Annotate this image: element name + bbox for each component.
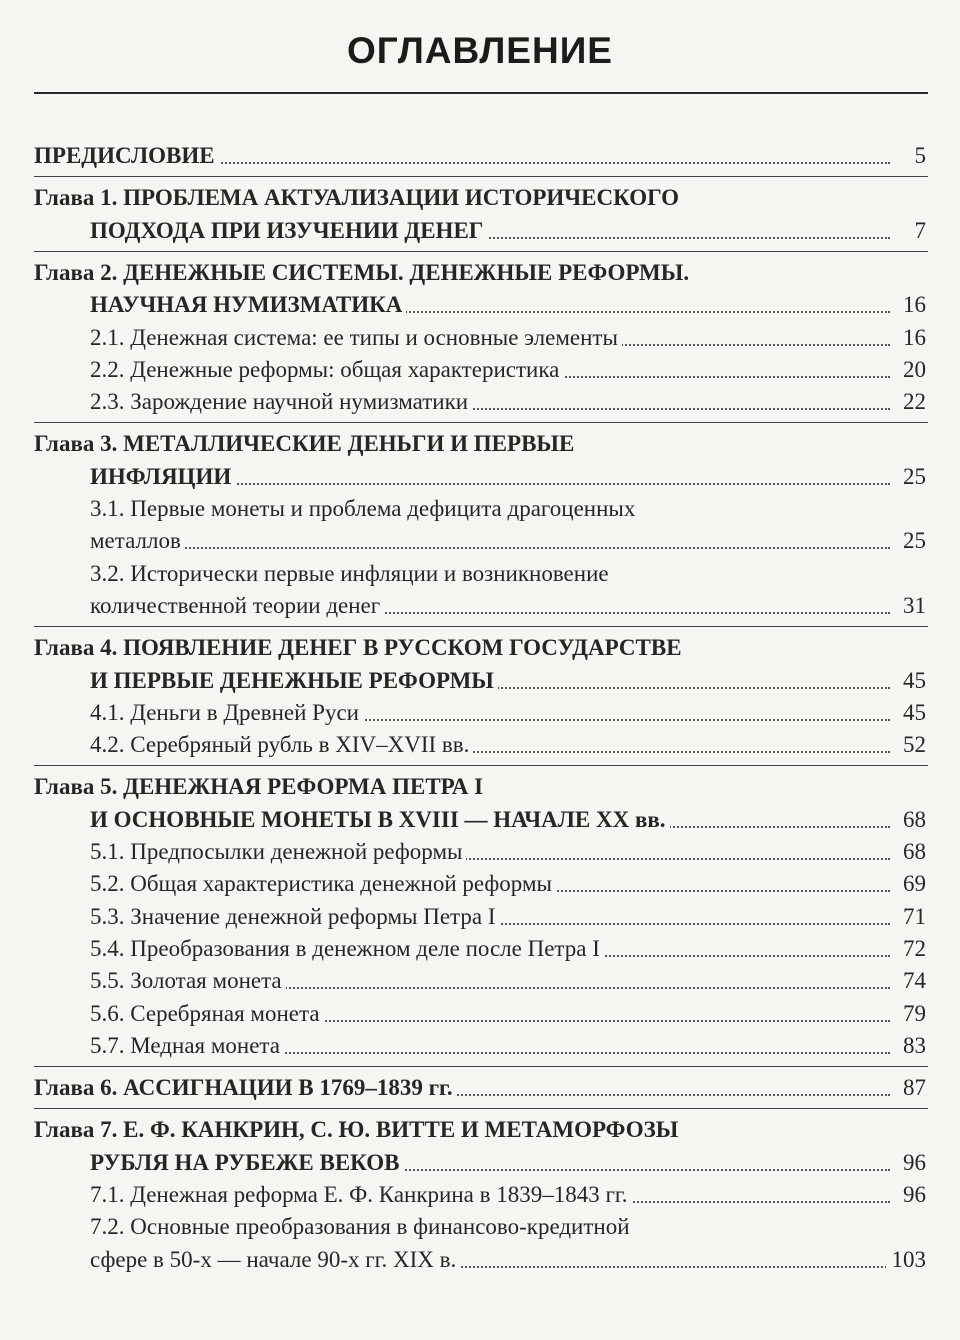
section-divider xyxy=(34,626,928,627)
page-number: 69 xyxy=(897,868,926,900)
page-number: 45 xyxy=(897,665,926,697)
section-title: 5.7. Медная монета xyxy=(90,1030,284,1062)
chapter-title: ПОДХОДА ПРИ ИЗУЧЕНИИ ДЕНЕГ xyxy=(90,215,487,247)
dot-leader xyxy=(110,547,890,549)
chapter-title: Глава 7. Е. Ф. КАНКРИН, С. Ю. ВИТТЕ И МЕТАМОРФОЗЫ xyxy=(34,1114,682,1146)
page-number: 25 xyxy=(897,461,926,493)
page-number: 74 xyxy=(897,965,926,997)
toc-section-line xyxy=(0,493,960,525)
section-divider xyxy=(34,176,928,177)
toc-section-line xyxy=(0,868,960,900)
page-number: 20 xyxy=(897,354,926,386)
section-divider xyxy=(34,765,928,766)
section-title: 2.3. Зарождение научной нумизматики xyxy=(90,386,472,418)
page-number: 16 xyxy=(897,322,926,354)
toc-chapter-line xyxy=(0,428,960,460)
section-title: 3.2. Исторически первые инфляции и возникновение xyxy=(90,558,613,590)
toc-section-line xyxy=(0,386,960,418)
chapter-title: Глава 4. ПОЯВЛЕНИЕ ДЕНЕГ В РУССКОМ ГОСУДАРСТВЕ xyxy=(34,632,686,664)
section-title: 7.2. Основные преобразования в финансово-кредитной xyxy=(90,1211,634,1243)
toc-chapter-line xyxy=(0,257,960,289)
toc-section-line xyxy=(0,525,960,557)
chapter-title: Глава 5. ДЕНЕЖНАЯ РЕФОРМА ПЕТРА I xyxy=(34,771,487,803)
section-divider xyxy=(34,251,928,252)
chapter-title: РУБЛЯ НА РУБЕЖЕ ВЕКОВ xyxy=(90,1147,404,1179)
section-title: сфере в 50-х — начале 90-х гг. XIX в. xyxy=(90,1244,460,1276)
section-title: металлов xyxy=(90,525,185,557)
toc-section-line xyxy=(0,697,960,729)
page-number: 16 xyxy=(897,289,926,321)
toc-section-line xyxy=(0,965,960,997)
chapter-title: И ОСНОВНЫЕ МОНЕТЫ В XVIII — НАЧАЛЕ XX вв. xyxy=(90,804,670,836)
section-divider xyxy=(34,422,928,423)
toc-section-line xyxy=(0,590,960,622)
page-number: 45 xyxy=(897,697,926,729)
toc-chapter-line xyxy=(0,632,960,664)
chapter-title: Глава 6. АССИГНАЦИИ В 1769–1839 гг. xyxy=(34,1072,457,1104)
chapter-title: НАУЧНАЯ НУМИЗМАТИКА xyxy=(90,289,406,321)
toc-chapter-line xyxy=(0,215,960,247)
section-title: 5.2. Общая характеристика денежной реформы xyxy=(90,868,556,900)
toc-chapter-line xyxy=(0,182,960,214)
page-number: 71 xyxy=(897,901,926,933)
toc-section-line xyxy=(0,836,960,868)
toc-section-line xyxy=(0,933,960,965)
section-title: 4.2. Серебряный рубль в XIV–XVII вв. xyxy=(90,729,473,761)
section-divider xyxy=(34,1066,928,1067)
toc-chapter-line xyxy=(0,1072,960,1104)
toc-section-line xyxy=(0,1211,960,1243)
chapter-title: Глава 3. МЕТАЛЛИЧЕСКИЕ ДЕНЬГИ И ПЕРВЫЕ xyxy=(34,428,578,460)
toc-chapter-line xyxy=(0,1114,960,1146)
toc-chapter-line xyxy=(0,1147,960,1179)
toc-section-line xyxy=(0,322,960,354)
toc-section-line xyxy=(0,1244,960,1276)
page-title: ОГЛАВЛЕНИЕ xyxy=(347,30,613,71)
toc-section-line xyxy=(0,1179,960,1211)
toc-chapter-line xyxy=(0,771,960,803)
toc-chapter-line xyxy=(0,461,960,493)
section-title: 5.3. Значение денежной реформы Петра I xyxy=(90,901,499,933)
page-number: 25 xyxy=(897,525,926,557)
toc-chapter-line xyxy=(0,140,960,172)
section-title: 5.1. Предпосылки денежной реформы xyxy=(90,836,466,868)
toc-section-line xyxy=(0,729,960,761)
chapter-title: ИНФЛЯЦИИ xyxy=(90,461,235,493)
toc-section-line xyxy=(0,558,960,590)
section-divider xyxy=(34,1108,928,1109)
page-number: 5 xyxy=(909,140,927,172)
page-number: 79 xyxy=(897,998,926,1030)
page-number: 87 xyxy=(897,1072,926,1104)
section-title: 5.4. Преобразования в денежном деле после Петра I xyxy=(90,933,604,965)
toc-section-line xyxy=(0,998,960,1030)
section-title: количественной теории денег xyxy=(90,590,384,622)
toc-section-line xyxy=(0,1030,960,1062)
section-title: 3.1. Первые монеты и проблема дефицита драгоценных xyxy=(90,493,639,525)
section-title: 5.5. Золотая монета xyxy=(90,965,286,997)
section-title: 2.1. Денежная система: ее типы и основные элементы xyxy=(90,322,622,354)
section-title: 5.6. Серебряная монета xyxy=(90,998,324,1030)
chapter-title: И ПЕРВЫЕ ДЕНЕЖНЫЕ РЕФОРМЫ xyxy=(90,665,498,697)
page-number: 68 xyxy=(897,804,926,836)
page-number: 72 xyxy=(897,933,926,965)
toc-chapter-line xyxy=(0,804,960,836)
chapter-title: Глава 1. ПРОБЛЕМА АКТУАЛИЗАЦИИ ИСТОРИЧЕСКОГО xyxy=(34,182,683,214)
title-divider xyxy=(34,92,928,94)
section-title: 7.1. Денежная реформа Е. Ф. Канкрина в 1839–1843 гг. xyxy=(90,1179,632,1211)
page-number: 22 xyxy=(897,386,926,418)
page-number: 83 xyxy=(897,1030,926,1062)
section-title: 4.1. Деньги в Древней Руси xyxy=(90,697,363,729)
page-number: 68 xyxy=(897,836,926,868)
page-number: 96 xyxy=(897,1179,926,1211)
toc-chapter-line xyxy=(0,665,960,697)
page-number: 31 xyxy=(897,590,926,622)
chapter-title: Глава 2. ДЕНЕЖНЫЕ СИСТЕМЫ. ДЕНЕЖНЫЕ РЕФОРМЫ. xyxy=(34,257,693,289)
toc-section-line xyxy=(0,901,960,933)
page-number: 52 xyxy=(897,729,926,761)
toc-section-line xyxy=(0,354,960,386)
toc-chapter-line xyxy=(0,289,960,321)
page-number: 96 xyxy=(897,1147,926,1179)
page-number: 7 xyxy=(909,215,927,247)
section-title: 2.2. Денежные реформы: общая характеристика xyxy=(90,354,563,386)
page-number: 103 xyxy=(886,1244,927,1276)
chapter-title: ПРЕДИСЛОВИЕ xyxy=(34,140,219,172)
